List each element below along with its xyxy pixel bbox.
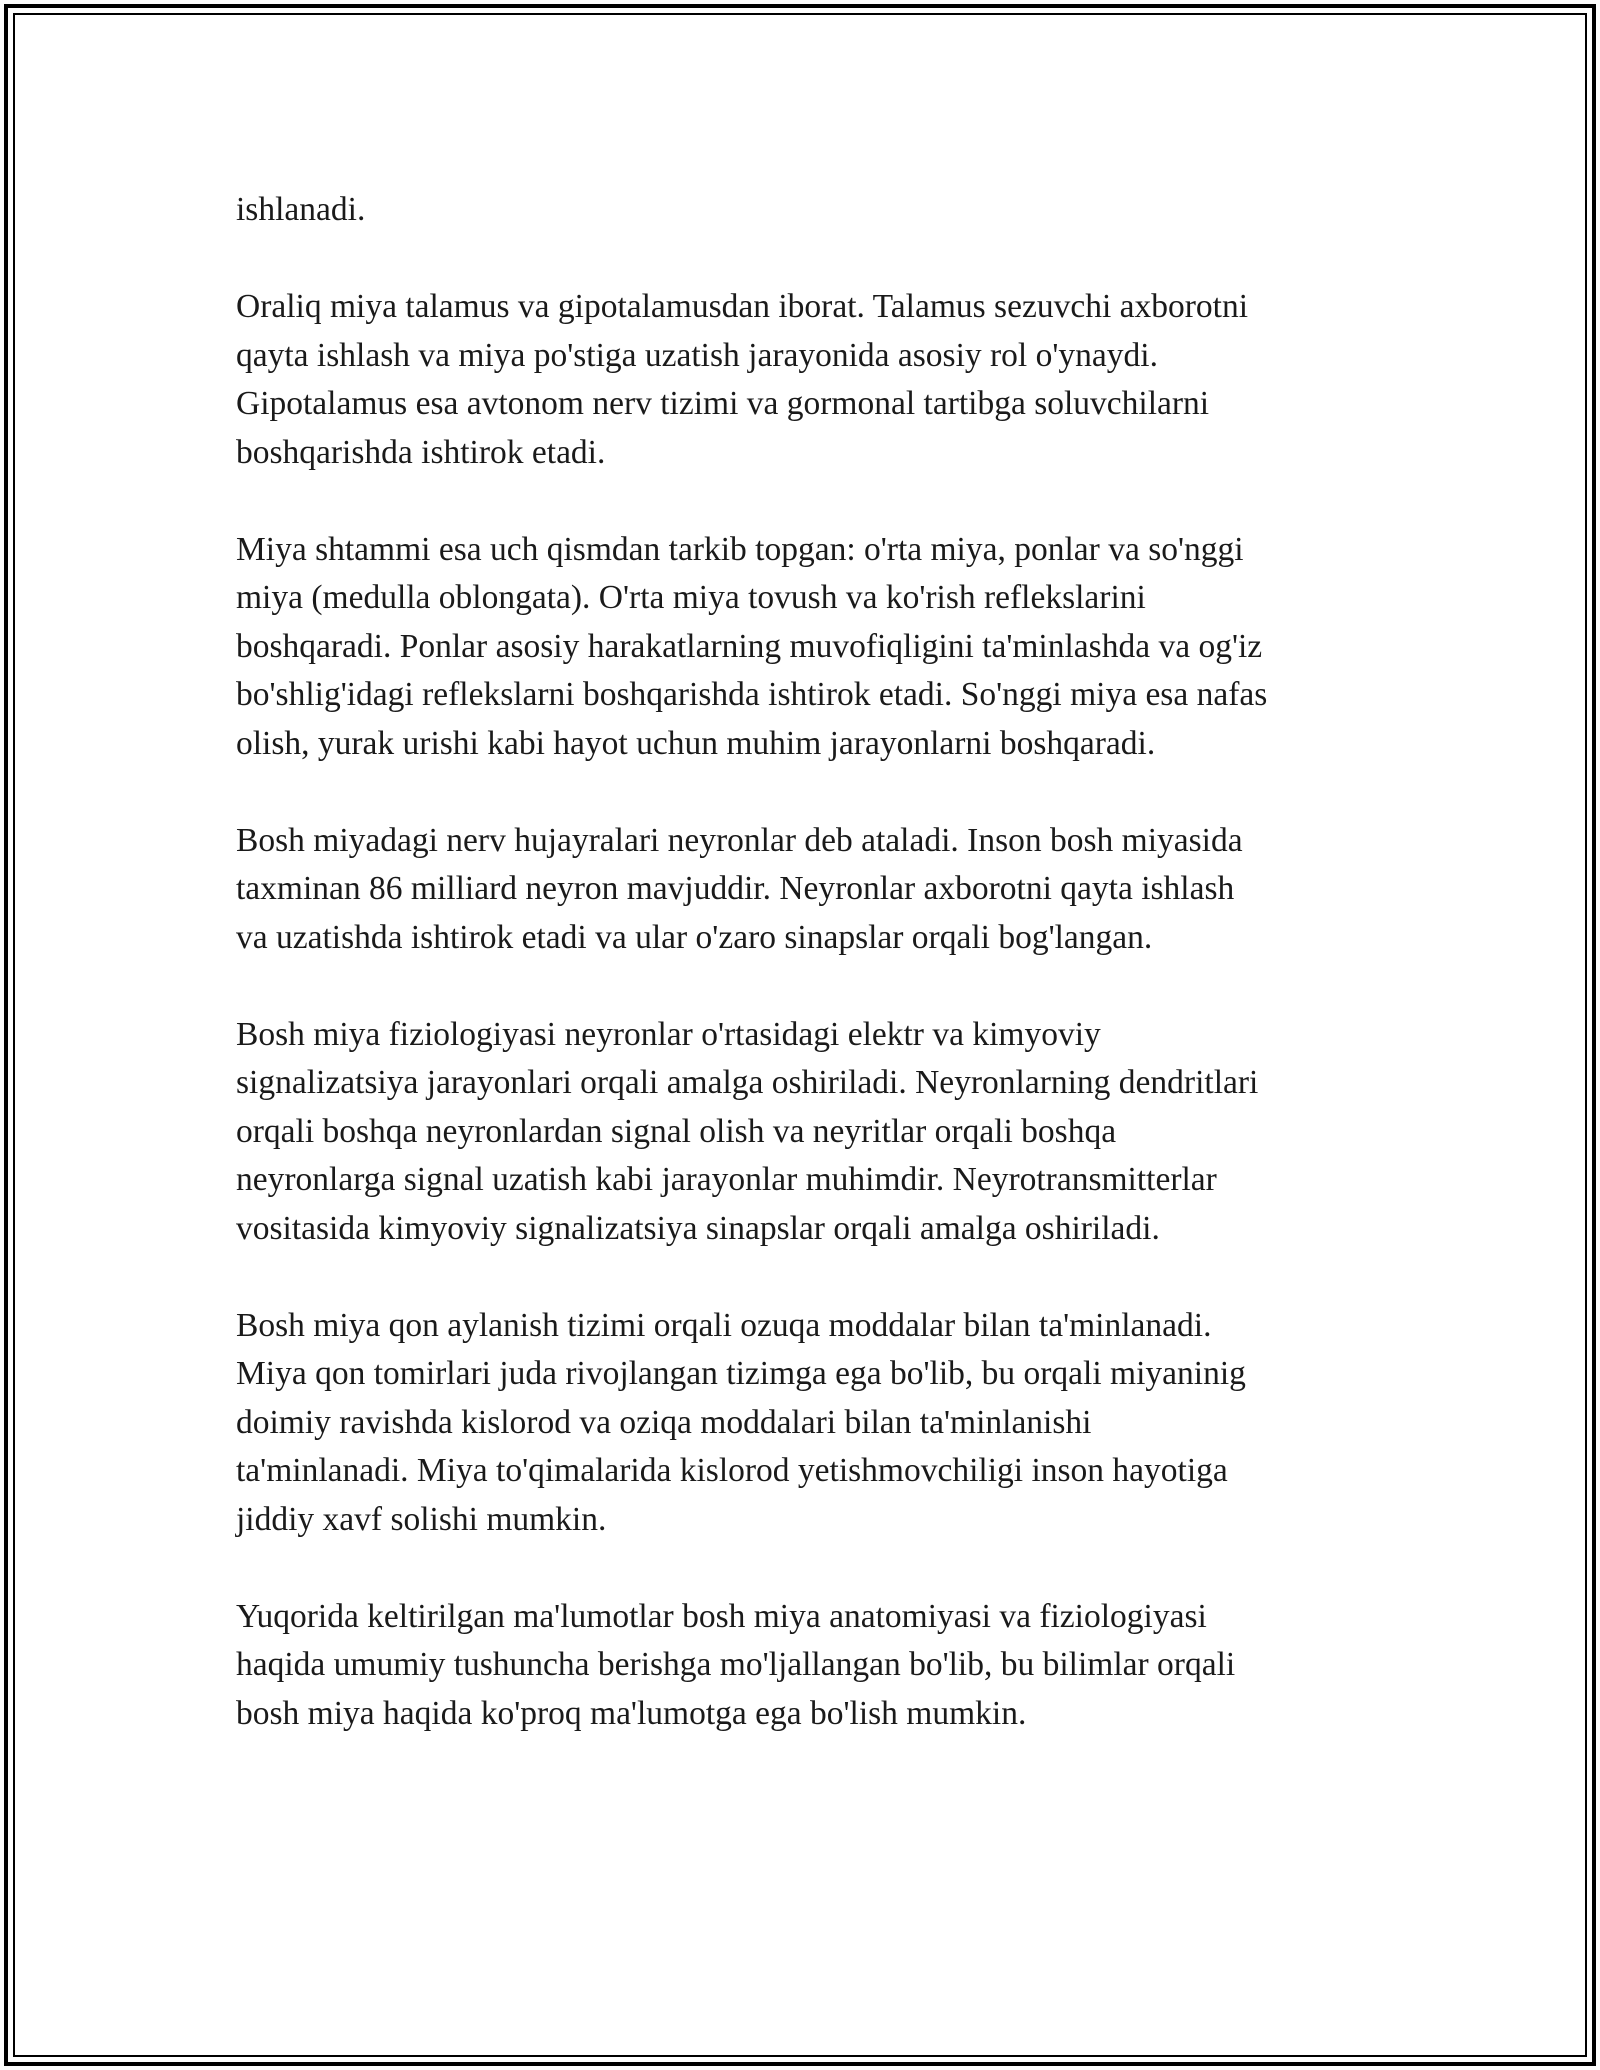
text-line: miya (medulla oblongata). O'rta miya tovush va ko'rish reflekslarini — [236, 579, 1146, 616]
text-line: Yuqorida keltirilgan ma'lumotlar bosh miya anatomiyasi va fiziologiyasi — [236, 1597, 1207, 1635]
paragraph-4 — [236, 817, 1376, 963]
text-line: olish, yurak urishi kabi hayot uchun muhim jarayonlarni boshqaradi. — [236, 724, 1156, 762]
text-line: doimiy ravishda kislorod va oziqa moddalari bilan ta'minlanishi — [236, 1403, 1092, 1441]
text-line: taxminan 86 milliard neyron mavjuddir. Neyronlar axborotni qayta ishlash — [236, 870, 1235, 907]
document-body — [236, 186, 1376, 1787]
text-line: signalizatsiya jarayonlari orqali amalga oshiriladi. Neyronlarning dendritlari — [236, 1064, 1259, 1101]
text-line: Miya qon tomirlari juda rivojlangan tizimga ega bo'lib, bu orqali miyaninig — [236, 1355, 1246, 1392]
text-line: orqali boshqa neyronlardan signal olish va neyritlar orqali boshqa — [236, 1112, 1117, 1150]
text-line: boshqarishda ishtirok etadi. — [236, 433, 606, 471]
text-line: bo'shlig'idagi reflekslarni boshqarishda ishtirok etadi. So'nggi miya esa nafas — [236, 676, 1268, 713]
text-line: jiddiy xavf solishi mumkin. — [236, 1500, 607, 1538]
paragraph-5 — [236, 1011, 1376, 1254]
text-line: ishlanadi. — [236, 191, 366, 228]
text-line: Gipotalamus esa avtonom nerv tizimi va gormonal tartibga soluvchilarni — [236, 385, 1210, 422]
text-line: vositasida kimyoviy signalizatsiya sinapslar orqali amalga oshiriladi. — [236, 1209, 1160, 1247]
text-line: ta'minlanadi. Miya to'qimalarida kislorod yetishmovchiligi inson hayotiga — [236, 1452, 1228, 1489]
text-line: boshqaradi. Ponlar asosiy harakatlarning muvofiqligini ta'minlashda va og'iz — [236, 627, 1263, 665]
text-line: Oraliq miya talamus va gipotalamusdan iborat. Talamus sezuvchi axborotni — [236, 288, 1249, 325]
paragraph-1 — [236, 186, 1376, 235]
paragraph-3 — [236, 526, 1376, 769]
text-line: neyronlarga signal uzatish kabi jarayonlar muhimdir. Neyrotransmitterlar — [236, 1161, 1217, 1198]
paragraph-2 — [236, 283, 1376, 477]
text-line: haqida umumiy tushuncha berishga mo'ljallangan bo'lib, bu bilimlar orqali — [236, 1646, 1236, 1683]
text-line: Miya shtammi esa uch qismdan tarkib topgan: o'rta miya, ponlar va so'nggi — [236, 530, 1244, 568]
text-line: Bosh miya qon aylanish tizimi orqali ozuqa moddalar bilan ta'minlanadi. — [236, 1306, 1212, 1344]
text-line: Bosh miya fiziologiyasi neyronlar o'rtasidagi elektr va kimyoviy — [236, 1015, 1101, 1053]
paragraph-7 — [236, 1593, 1376, 1739]
paragraph-6 — [236, 1302, 1376, 1545]
text-line: qayta ishlash va miya po'stiga uzatish jarayonida asosiy rol o'ynaydi. — [236, 336, 1158, 374]
text-line: va uzatishda ishtirok etadi va ular o'zaro sinapslar orqali bog'langan. — [236, 918, 1153, 956]
text-line: bosh miya haqida ko'proq ma'lumotga ega bo'lish mumkin. — [236, 1694, 1027, 1732]
text-line: Bosh miyadagi nerv hujayralari neyronlar deb ataladi. Inson bosh miyasida — [236, 821, 1243, 859]
